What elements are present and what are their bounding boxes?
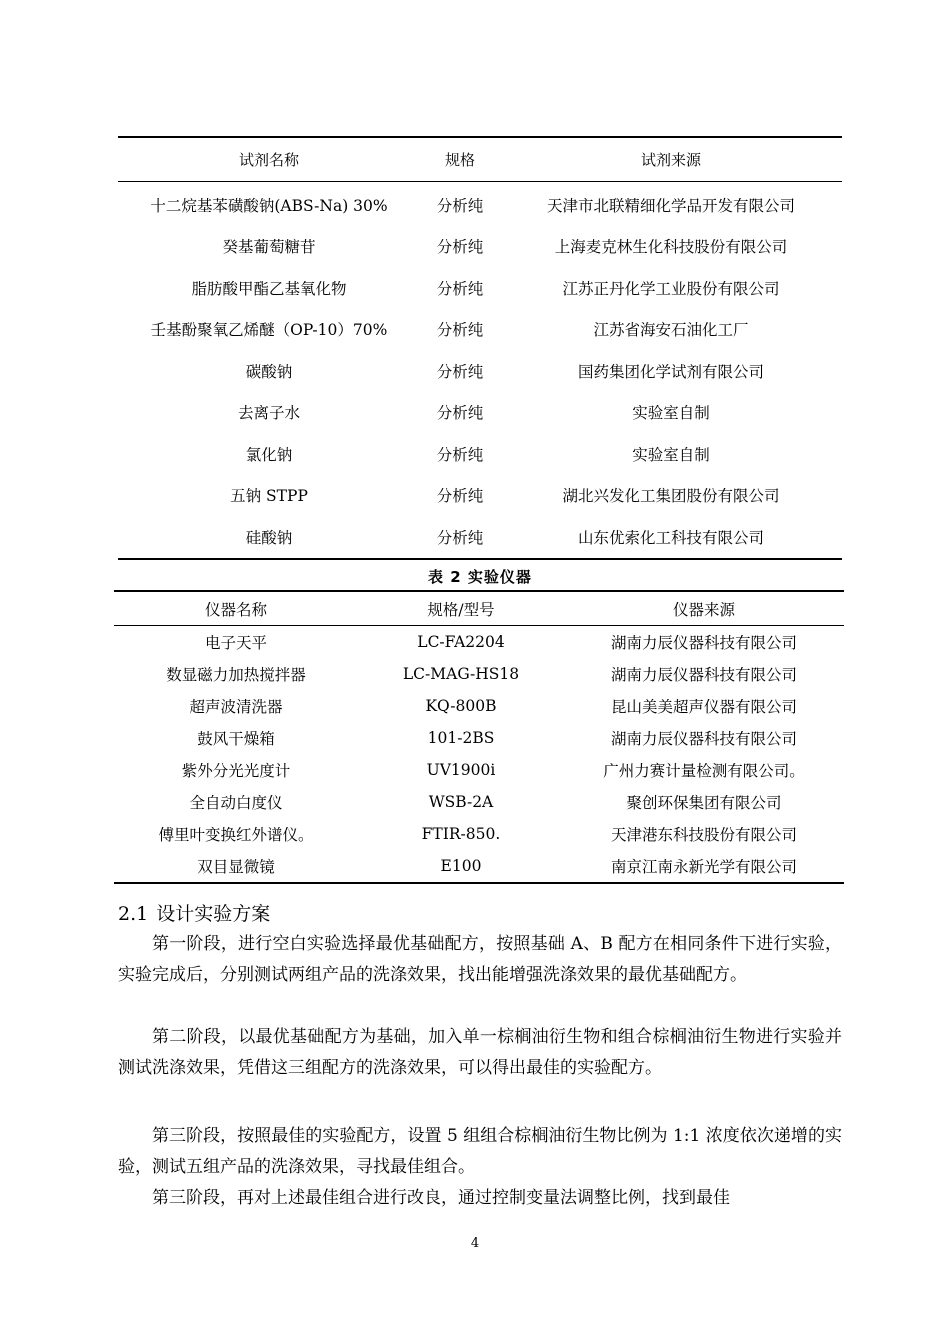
instrument-model: LC-FA2204: [417, 633, 505, 651]
reagent-grade: 分析纯: [436, 445, 484, 464]
instrument-source: 广州力赛计量检测有限公司。: [603, 762, 805, 780]
instrument-source: 聚创环保集团有限公司: [626, 794, 782, 812]
instrument-source: 湖南力辰仪器科技有限公司: [610, 666, 797, 684]
table-row: [118, 392, 842, 434]
instrument-source: 湖南力辰仪器科技有限公司: [610, 730, 797, 748]
table-row: [114, 850, 844, 883]
table-row: [118, 309, 842, 351]
reagent-source: 天津市北联精细化学品开发有限公司: [546, 196, 795, 215]
instrument-name: 电子天平: [204, 634, 267, 652]
reagent-grade: 分析纯: [436, 279, 484, 298]
reagent-grade: 分析纯: [436, 321, 484, 340]
reagent-source: 上海麦克林生化科技股份有限公司: [554, 238, 788, 257]
table-row: [114, 818, 844, 850]
reagent-name: 壬基酚聚氧乙烯醚（OP-10）70%: [150, 321, 388, 340]
reagent-name: 碳酸钠: [245, 362, 293, 381]
instrument-name: 傅里叶变换红外谱仪。: [158, 826, 314, 844]
instruments-table: [114, 590, 844, 884]
reagent-name: 癸基葡萄糖苷: [222, 238, 316, 257]
reagent-source: 江苏省海安石油化工厂: [593, 321, 749, 340]
reagent-name: 五钠 STPP: [230, 487, 308, 506]
reagent-source: 实验室自制: [632, 445, 710, 464]
table-row: [118, 267, 842, 309]
instrument-model: FTIR-850.: [421, 825, 501, 843]
instrument-name: 全自动白度仪: [189, 794, 283, 812]
reagent-grade: 分析纯: [436, 487, 484, 506]
table-row: [114, 690, 844, 722]
column-header: 规格: [420, 137, 500, 182]
instrument-model: UV1900i: [426, 761, 496, 779]
reagents-table: [118, 136, 842, 560]
instrument-source: 南京江南永新光学有限公司: [610, 858, 797, 876]
table-row: [118, 226, 842, 268]
table-row: [118, 475, 842, 517]
column-header: 仪器来源: [564, 591, 844, 626]
section-heading: [118, 899, 270, 926]
reagent-grade: 分析纯: [436, 238, 484, 257]
instrument-source: 湖南力辰仪器科技有限公司: [610, 634, 797, 652]
table-row: [118, 350, 842, 392]
reagent-name: 去离子水: [237, 404, 300, 423]
instrument-name: 双目显微镜: [197, 858, 275, 876]
table-row: [118, 433, 842, 475]
section-title: 设计实验方案: [156, 903, 271, 925]
table-row: [114, 658, 844, 690]
instrument-name: 超声波清洗器: [189, 698, 283, 716]
column-header: 规格/型号: [358, 591, 564, 626]
instrument-model: 101-2BS: [427, 729, 495, 747]
column-header: 仪器名称: [114, 591, 358, 626]
table-header-row: [118, 137, 842, 182]
body-paragraph: 第二阶段，以最优基础配方为基础，加入单一棕榈油衍生物和组合棕榈油衍生物进行实验并测试洗涤效果，凭借这三组配方的洗涤效果，可以得出最佳的实验配方。: [118, 1027, 842, 1078]
instrument-model: LC-MAG-HS18: [402, 665, 520, 683]
reagent-name: 十二烷基苯磺酸钠(ABS-Na) 30%: [150, 196, 388, 215]
reagent-name: 硅酸钠: [245, 528, 293, 547]
reagent-grade: 分析纯: [436, 362, 484, 381]
table-row: [114, 754, 844, 786]
page-number: 4: [470, 1236, 480, 1251]
instrument-source: 天津港东科技股份有限公司: [610, 826, 797, 844]
instrument-source: 昆山美美超声仪器有限公司: [610, 698, 797, 716]
column-header: 试剂名称: [118, 137, 420, 182]
instrument-name: 紫外分光光度计: [181, 762, 291, 780]
instrument-name: 数显磁力加热搅拌器: [166, 666, 306, 684]
reagent-name: 脂肪酸甲酯乙基氧化物: [191, 279, 347, 298]
body-paragraph: 第一阶段，进行空白实验选择最优基础配方，按照基础 A、B 配方在相同条件下进行实验，实验完成后，分别测试两组产品的洗涤效果，找出能增强洗涤效果的最优基础配方。: [118, 934, 842, 985]
table-row: [114, 722, 844, 754]
body-paragraph: 第三阶段，按照最佳的实验配方，设置 5 组组合棕榈油衍生物比例为 1:1 浓度依次递增的实验，测试五组产品的洗涤效果，寻找最佳组合。: [118, 1126, 842, 1177]
instrument-model: WSB-2A: [428, 793, 494, 811]
reagent-source: 江苏正丹化学工业股份有限公司: [562, 279, 780, 298]
reagent-grade: 分析纯: [436, 196, 484, 215]
table-row: [118, 516, 842, 559]
instrument-model: E100: [440, 857, 482, 875]
table-row: [114, 626, 844, 659]
instrument-model: KQ-800B: [425, 697, 497, 715]
body-paragraph: 第三阶段，再对上述最佳组合进行改良，通过控制变量法调整比例，找到最佳: [152, 1188, 730, 1208]
instrument-name: 鼓风干燥箱: [197, 730, 275, 748]
reagent-source: 山东优索化工科技有限公司: [577, 528, 764, 547]
reagent-source: 实验室自制: [632, 404, 710, 423]
reagent-source: 国药集团化学试剂有限公司: [577, 362, 764, 381]
reagent-grade: 分析纯: [436, 528, 484, 547]
reagent-name: 氯化钠: [245, 445, 293, 464]
column-header: 试剂来源: [500, 137, 842, 182]
reagent-source: 湖北兴发化工集团股份有限公司: [562, 487, 780, 506]
reagent-grade: 分析纯: [436, 404, 484, 423]
table-header-row: [114, 591, 844, 626]
table-row: [118, 182, 842, 226]
table-row: [114, 786, 844, 818]
table-caption: 表 2 实验仪器: [428, 568, 532, 586]
section-number: 2.1: [118, 903, 149, 925]
